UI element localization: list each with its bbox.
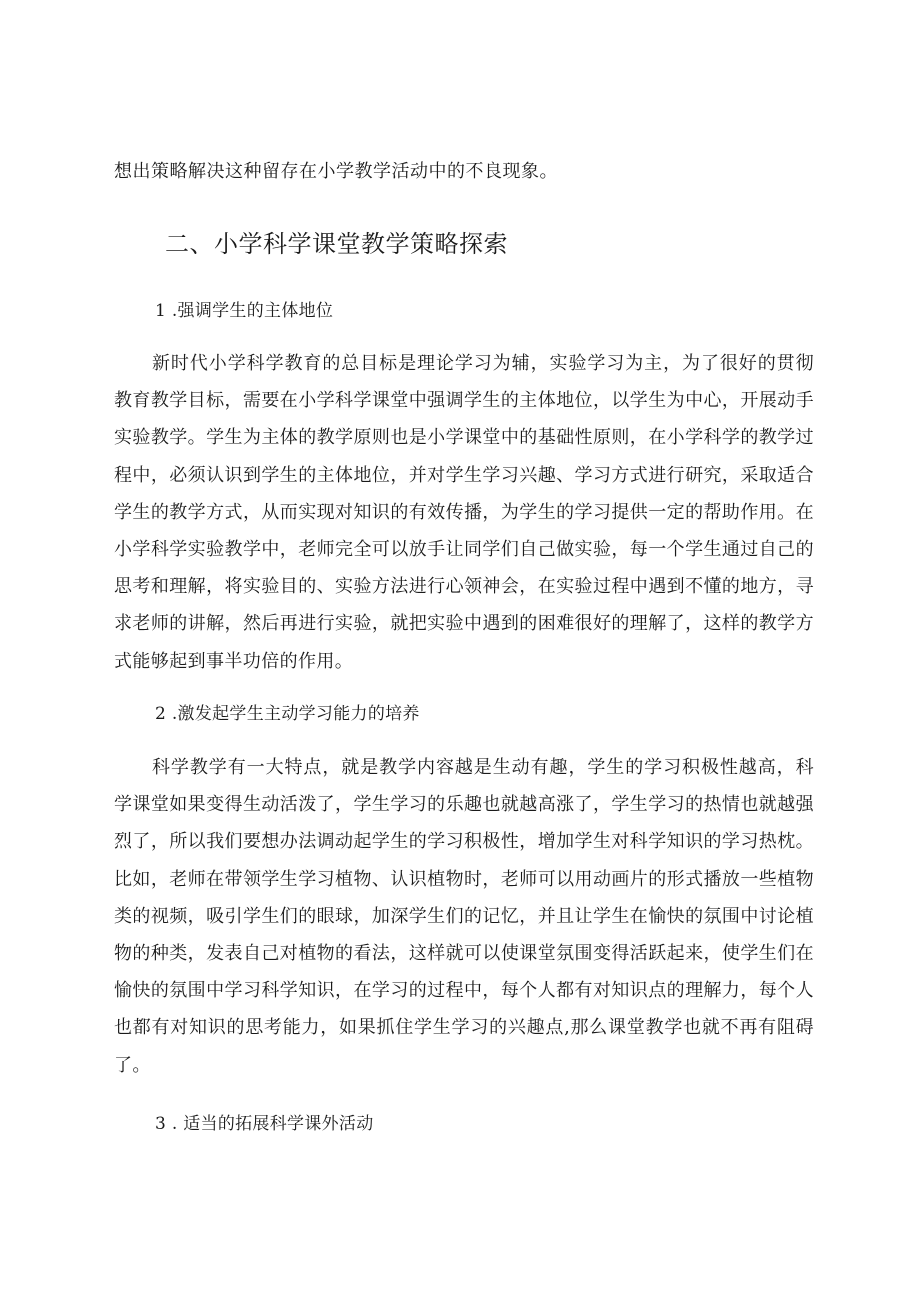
subsection-1-paragraph: 新时代小学科学教育的总目标是理论学习为辅，实验学习为主，为了很好的贯彻教育教学目标，需要在小学科学课堂中强调学生的主体地位，以学生为中心，开展动手实验教学。学生为主体的教学原则也是小学课堂中的基础性原则，在小学科学的教学过程中，必须认识到学生的主体地位，并对学生学习兴趣、学习方式进行研究，采取适合学生的教学方式，从而实现对知识的有效传播，为学生的学习提供一定的帮助作用。在小学科学实验教学中，老师完全可以放手让同学们自己做实验，每一个学生通过自己的思考和理解，将实验目的、实验方法进行心领神会，在实验过程中遇到不懂的地方，寻求老师的讲解，然后再进行实验，就把实验中遇到的困难很好的理解了，这样的教学方式能够起到事半功倍的作用。 [114,353,814,672]
opening-line: 想出策略解决这种留存在小学教学活动中的不良现象。 [114,161,558,182]
subsection-2-paragraph: 科学教学有一大特点，就是教学内容越是生动有趣，学生的学习积极性越高，科学课堂如果变得生动活泼了，学生学习的乐趣也就越高涨了，学生学习的热情也就越强烈了，所以我们要想办法调动起学生的学习积极性，增加学生对科学知识的学习热枕。比如，老师在带领学生学习植物、认识植物时，老师可以用动画片的形式播放一些植物类的视频，吸引学生们的眼球，加深学生们的记忆，并且让学生在愉快的氛围中讨论植物的种类，发表自己对植物的看法，这样就可以使课堂氛围变得活跃起来，使学生们在愉快的氛围中学习科学知识，在学习的过程中，每个人都有对知识点的理解力，每个人也都有对知识的思考能力，如果抓住学生学习的兴趣点,那么课堂教学也就不再有阻碍了。 [114,757,814,1076]
subsection-1-title: 1 .强调学生的主体地位 [155,301,334,321]
subsection-3-title: 3 . 适当的拓展科学课外活动 [155,1114,374,1134]
subsection-2-title: 2 .激发起学生主动学习能力的培养 [155,704,420,724]
section-heading: 二、小学科学课堂教学策略探索 [165,230,508,258]
